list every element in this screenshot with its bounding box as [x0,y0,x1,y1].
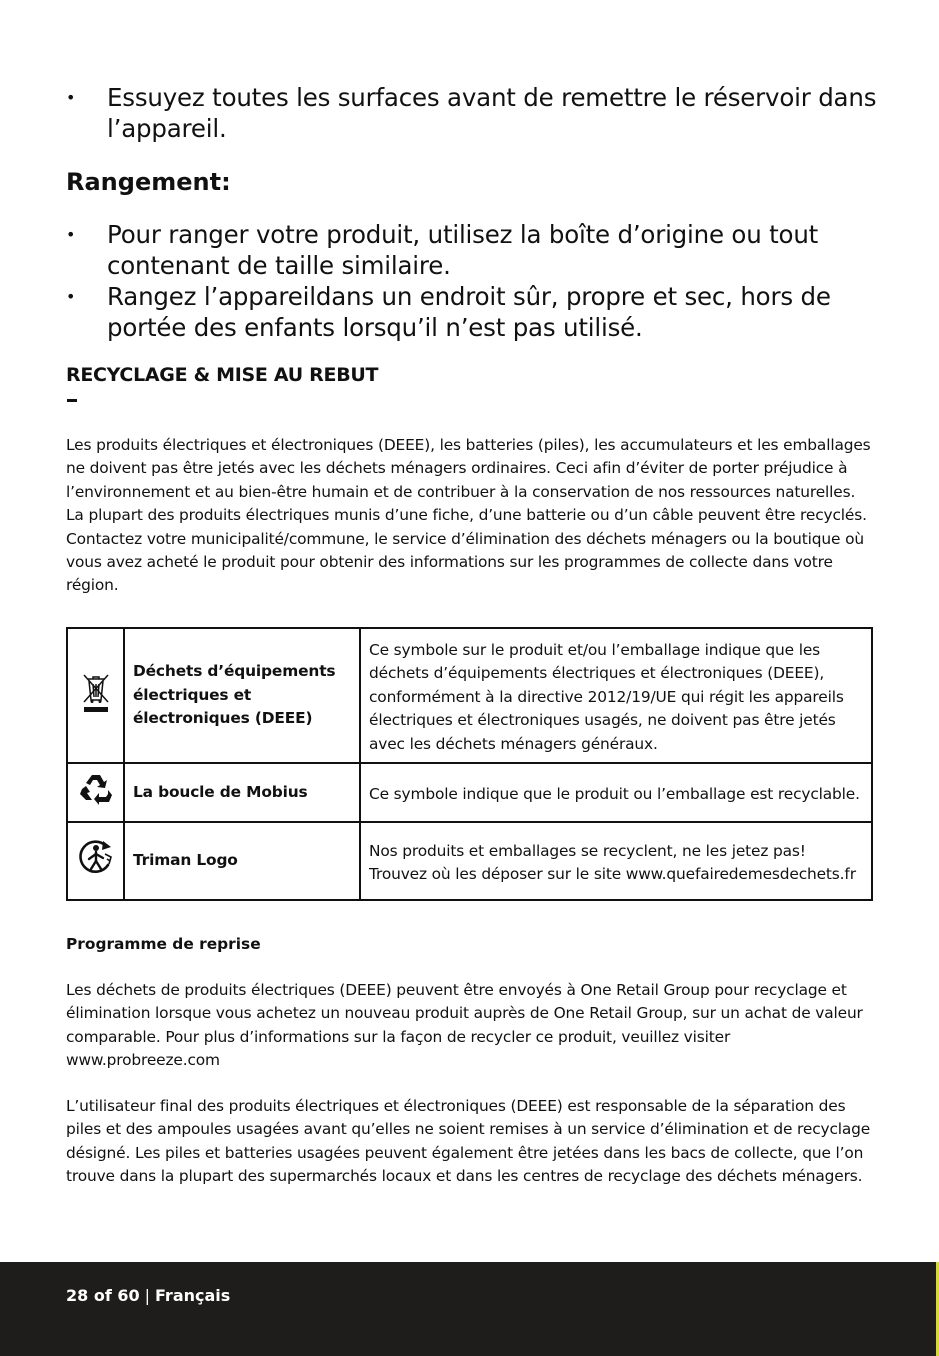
takeback-paragraph-1: Les déchets de produits électriques (DEEE) peuvent être envoyés à One Retail Group pour recyclage et élimination lorsque vous achetez un nouveau produit auprès de One Retail Group, sur un achat de valeur comparable. Pour plus d’informations sur la façon de recycler ce produit, veuillez visiter www.probreeze.com [66,981,863,1070]
symbol-description: Ce symbole indique que le produit ou l’emballage est recyclable. [360,763,872,822]
bullet-item [66,219,886,281]
mobius-loop-icon [78,792,114,810]
symbol-name: Triman Logo [124,822,360,900]
bullet-text: Rangez l’appareildans un endroit sûr, propre et sec, hors de portée des enfants lorsqu’il n’est pas utilisé. [107,282,831,342]
bullet-dot: • [66,225,76,244]
storage-heading: Rangement: [66,168,231,196]
table-row [67,628,872,763]
symbol-description [360,822,872,900]
takeback-heading: Programme de reprise [66,935,261,953]
bullet-item [66,82,886,144]
symbol-icon-cell [67,763,124,822]
takeback-paragraph-2: L’utilisateur final des produits électriques et électroniques (DEEE) est responsable de la séparation des piles et des ampoules usagées avant qu’elles ne soient remises à un service d’élimination et de recyclage désigné. Les piles et batteries usagées peuvent également être jetées dans les bacs de collecte, que l’on trouve dans la plupart des supermarchés locaux et dans les centres de recyclage des déchets ménagers. [66,1097,871,1186]
triman-icon [76,862,116,880]
symbol-icon-cell [67,628,124,763]
symbol-name: La boucle de Mobius [124,763,360,822]
recycling-symbols-table [66,627,873,901]
table-row [67,822,872,900]
page-footer [0,1262,939,1356]
bullet-text: Pour ranger votre produit, utilisez la boîte d’origine ou tout contenant de taille similaire. [107,220,819,280]
page-number: 28 of 60 [66,1286,140,1305]
storage-bullet-list [66,219,886,343]
recycling-intro: Les produits électriques et électroniques (DEEE), les batteries (piles), les accumulateurs et les emballages ne doivent pas être jetés avec les déchets ménagers ordinaires. Ceci afin d’éviter de porter préjudice à l’environnement et au bien-être humain et de contribuer à la conservation de nos ressources naturelles. La plupart des produits électriques munis d’une fiche, d’une batterie ou d’un câble peuvent être recyclés. Contactez votre municipalité/commune, le service d’élimination des déchets ménagers ou la boutique où vous avez acheté le produit pour obtenir des informations sur les programmes de collecte dans votre région. [66,436,871,595]
bullet-text: Essuyez toutes les surfaces avant de remettre le réservoir dans l’appareil. [107,83,877,143]
table-row [67,763,872,822]
triman-description-line: Nos produits et emballages se recyclent, ne les jetez pas! Trouvez où les déposer sur le site www.quefairedemesdechets.fr [369,841,856,884]
footer-language: Français [155,1286,231,1305]
top-bullet-list [66,82,886,144]
bullet-item [66,281,886,343]
recycling-heading: RECYCLAGE & MISE AU REBUT [66,364,379,386]
crossed-bin-icon [81,700,111,718]
footer-separator: | [144,1286,151,1305]
bullet-dot: • [66,88,76,107]
symbol-description: Ce symbole sur le produit et/ou l’emballage indique que les déchets d’équipements électriques et électroniques (DEEE), conformément à la directive 2012/19/UE qui régit les appareils électriques et électroniques usagés, ne doivent pas être jetés avec les déchets ménagers généraux. [360,628,872,763]
heading-dash [67,399,77,402]
bullet-dot: • [66,287,76,306]
symbol-name: Déchets d’équipements électriques et électroniques (DEEE) [124,628,360,763]
footer-page-info [66,1284,230,1308]
symbol-icon-cell [67,822,124,900]
